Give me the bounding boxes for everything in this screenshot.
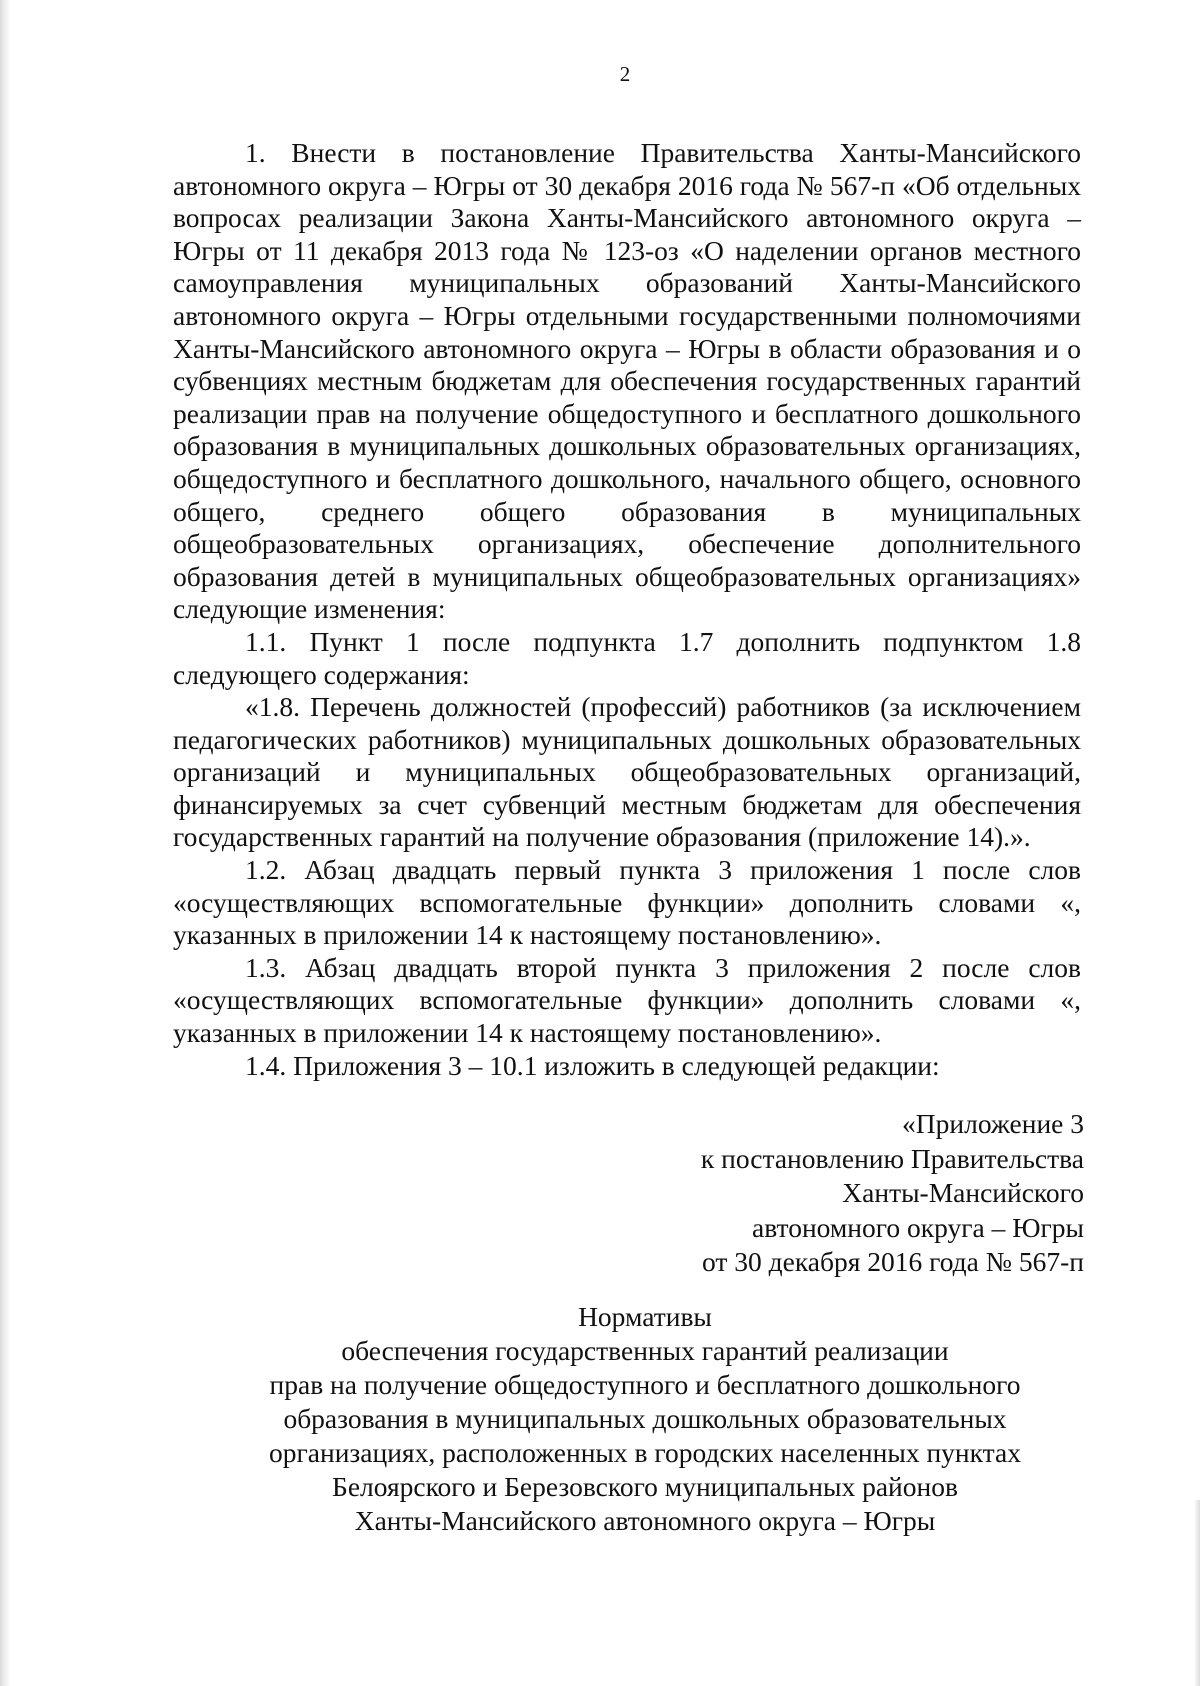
normatives-subtitle-line: организациях, расположенных в городских населенных пунктах [269, 1437, 1021, 1468]
paragraph-1-4: 1.4. Приложения 3 – 10.1 изложить в следующей редакции: [245, 1049, 940, 1081]
paragraph-1-3: 1.3. Абзац двадцать второй пункта 3 приложения 2 после слов «осуществляющих вспомогательные функции» дополнить словами «, указанных в приложении 14 к настоящему постановлению». [173, 951, 1081, 1049]
appendix-ref-line: к постановлению Правительства [700, 1142, 1084, 1174]
appendix-date-line: от 30 декабря 2016 года № 567-п [701, 1246, 1084, 1277]
normatives-subtitle-line: образования в муниципальных дошкольных образовательных [283, 1403, 1007, 1434]
scan-edge-right [1194, 1500, 1200, 1686]
paragraph-1-1: 1.1. Пункт 1 после подпункта 1.7 дополнить подпунктом 1.8 следующего содержания: [173, 625, 1081, 690]
paragraph-1-2: 1.2. Абзац двадцать первый пункта 3 приложения 1 после слов «осуществляющих вспомогательные функции» дополнить словами «, указанных в приложении 14 к настоящему постановлению». [173, 854, 1081, 951]
page-number: 2 [619, 62, 631, 86]
normatives-subtitle-line: Белоярского и Березовского муниципальных районов [332, 1471, 958, 1502]
normatives-title: Нормативы [578, 1301, 712, 1332]
appendix-approval-block [524, 1107, 1084, 1280]
appendix-region-line: Ханты-Мансийского [842, 1177, 1084, 1208]
paragraph-1-8-quote: «1.8. Перечень должностей (профессий) работников (за исключением педагогических работников) муниципальных дошкольных образовательных организаций и муниципальных общеобразовательных организаций, финансируемых за счет субвенций местным бюджетам для обеспечения государственных гарантий на получение образования (приложение 14).». [173, 691, 1081, 853]
normatives-subtitle-line: прав на получение общедоступного и бесплатного дошкольного [269, 1369, 1021, 1400]
appendix-label: «Приложение 3 [902, 1108, 1084, 1139]
appendix-district-line: автономного округа – Югры [752, 1211, 1084, 1243]
scan-edge-left [0, 0, 10, 1686]
normatives-subtitle-line: обеспечения государственных гарантий реализации [341, 1335, 949, 1366]
normatives-heading [205, 1300, 1085, 1538]
paragraph-amendment-intro: 1. Внести в постановление Правительства Ханты-Мансийского автономного округа – Югры от 30 декабря 2016 года № 567-п «Об отдельных вопросах реализации Закона Ханты-Мансийского автономного округа – Югры от 11 декабря 2013 года № 123-оз «О наделении органов местного самоуправления муниципальных образований Ханты-Мансийского автономного округа – Югры отдельными государственными полномочиями Ханты-Мансийского автономного округа – Югры в области образования и о субвенциях местным бюджетам для обеспечения государственных гарантий реализации прав на получение общедоступного и бесплатного дошкольного образования в муниципальных дошкольных образовательных организациях, общедоступного и бесплатного дошкольного, начального общего, основного общего, среднего общего образования в муниципальных общеобразовательных организациях, обеспечение дополнительного образования детей в муниципальных общеобразовательных организациях» следующие изменения: [173, 137, 1081, 625]
resolution-body [173, 137, 1081, 1082]
normatives-subtitle-line: Ханты-Мансийского автономного округа – Югры [354, 1505, 936, 1536]
